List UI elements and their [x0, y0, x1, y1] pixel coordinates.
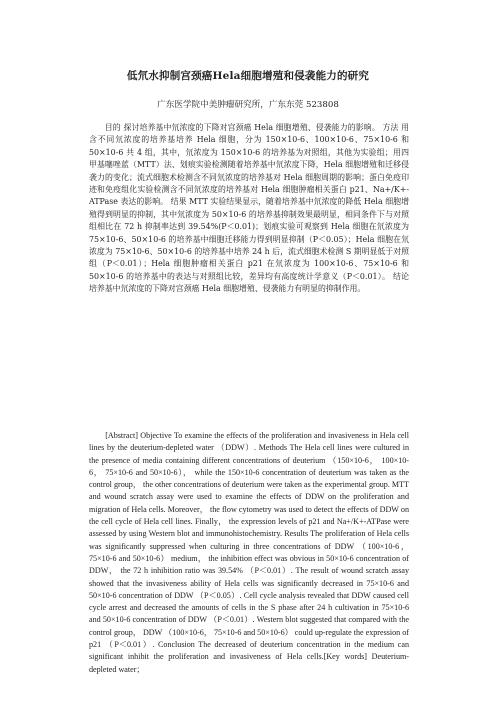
chinese-abstract: 目的 探讨培养基中氘浓度的下降对宫颈癌 Hela 细胞增殖、侵袭能力的影响。 方法 用含不同氘浓度的培养基培养 Hela 细胞，分为 150×10-6、100×10-6、75×10-6 和 50×10-6 共 4 组，其中，氘浓度为 150×10-6 的培养基为对照组，其他为实验组；用四甲基噻唑蓝（MTT）法、划痕实验检测随着培养基中氘浓度下降，Hela 细胞增殖和迁移侵袭力的变化；流式细胞术检测含不同氘浓度的培养基对 Hela 细胞周期的影响；蛋白免疫印迹和免疫组化实验检测含不同氘浓度的培养基对 Hela 细胞肿瘤相关蛋白 p21、Na+/K+-ATPase 表达的影响。 结果 MTT 实验结果显示，随着培养基中氘浓度的降低 Hela 细胞增殖得到明显的抑制，其中氘浓度为 50×10-6 的培养基抑制效果最明显，相同条件下与对照组相比在 72 h 抑制率达到 39.54%(P＜0.01)；划痕实验可观察到 Hela 细胞在氘浓度为 75×10-6、50×10-6 的培养基中细胞迁移能力得到明显抑制（P＜0.05）；Hela 细胞在氘浓度为 75×10-6、50×10-6 的培养基中培养 24 h 后，流式细胞术检测 S 期明显低于对照组（P＜0.01）；Hela 细胞肿瘤相关蛋白 p21 在氘浓度为 100×10-6、75×10-6 和 50×10-6 的培养基中的表达与对照组比较，差异均有高度统计学意义（P＜0.01）。 结论 培养基中氘浓度的下降对宫颈癌 Hela 细胞增殖、侵袭能力有明显的抑制作用。: [89, 123, 409, 294]
english-abstract: [Abstract] Objective To examine the effects of the proliferation and invasiveness in Hela cell lines by the deuterium-depleted water （DDW）. Methods The Hela cell lines were cultured in the presence of media containing different concentrations of deuterium （150×10-6， 100×10-6， 75×10-6 and 50×10-6）， while the 150×10-6 concentration of deuterium was taken as the control group， the other concentrations of deuterium were taken as the experimental group. MTT and wound scratch assay were used to examine the effects of DDW on the proliferation and migration of Hela cells. Moreover， the flow cytometry was used to detect the effects of DDW on the cell cycle of Hela cell lines. Finally， the expression levels of p21 and Na+/K+-ATPase were assessed by using Western blot and immunohistochemistry. Results The proliferation of Hela cells was significantly suppressed when culturing in three concentrations of DDW （100×10-6， 75×10-6 and 50×10-6） medium， the inhibition effect was obvious in 50×10-6 concentration of DDW， the 72 h inhibition ratio was 39.54% （P＜0.01）. The result of wound scratch assay showed that the invasiveness ability of Hela cells was significantly decreased in 75×10-6 and 50×10-6 concentration of DDW （P＜0.05）. Cell cycle analysis revealed that DDW caused cell cycle arrest and decreased the amounts of cells in the S phase after 24 h cultivation in 75×10-6 and 50×10-6 concentration of DDW （P＜0.01）. Western blot suggested that compared with the control group， DDW （100×10-6， 75×10-6 and 50×10-6） could up-regulate the expression of p21 （P＜0.01）. Conclusion The decreased of deuterium concentration in the medium can significant inhibit the proliferation and invasiveness of Hela cells.[Key words] Deuterium-depleted water；: [89, 431, 409, 674]
author-affiliation: 广东医学院中美肿瘤研究所，广东东莞 523808: [157, 100, 339, 110]
article-title: 低氘水抑制宫颈癌Hela细胞增殖和侵袭能力的研究: [126, 70, 370, 82]
